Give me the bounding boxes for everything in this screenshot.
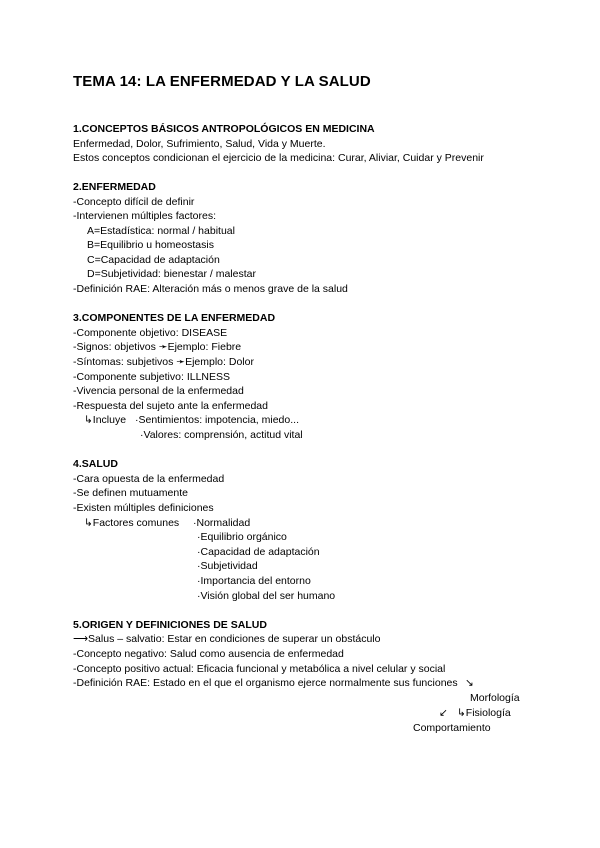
section-4-line: -Existen múltiples definiciones — [73, 502, 214, 514]
section-3-line: -Vivencia personal de la enfermedad — [73, 385, 244, 397]
factor-item: ·Equilibrio orgánico — [197, 531, 287, 543]
morfologia-item: Morfología — [470, 692, 520, 704]
section-5-line: ⟶Salus – salvatio: Estar en condiciones de superar un obstáculo — [73, 633, 381, 645]
arrow-down-left-icon: ↙ — [439, 707, 448, 719]
section-3-line: -Signos: objetivos ➛Ejemplo: Fiebre — [73, 341, 242, 353]
factor-a: A=Estadística: normal / habitual — [87, 225, 235, 237]
factor-item: ·Capacidad de adaptación — [197, 546, 320, 558]
sentimientos-item: ·Sentimientos: impotencia, miedo... — [135, 414, 299, 426]
factores-label: ↳Factores comunes — [84, 517, 180, 529]
section-5-line: -Concepto negativo: Salud como ausencia de enfermedad — [73, 648, 344, 660]
factor-c: C=Capacidad de adaptación — [87, 254, 220, 266]
factor-item: ·Subjetividad — [197, 560, 258, 572]
section-4-line: -Se definen mutuamente — [73, 487, 188, 499]
section-1-line: Enfermedad, Dolor, Sufrimiento, Salud, Vida y Muerte. — [73, 138, 326, 150]
section-5-line: -Definición RAE: Estado en el que el organismo ejerce normalmente sus funciones — [73, 677, 458, 689]
section-1-heading: 1.CONCEPTOS BÁSICOS ANTROPOLÓGICOS EN MEDICINA — [73, 123, 375, 135]
page-title: TEMA 14: LA ENFERMEDAD Y LA SALUD — [73, 73, 371, 90]
section-2-heading: 2.ENFERMEDAD — [73, 181, 156, 193]
factor-d: D=Subjetividad: bienestar / malestar — [87, 268, 256, 280]
factor-item: ·Normalidad — [193, 517, 251, 529]
section-2-line: -Intervienen múltiples factores: — [73, 210, 216, 222]
fisiologia-item: ↳Fisiología — [457, 707, 511, 719]
arrow-down-right-icon: ↘ — [465, 677, 474, 689]
section-3-line: -Respuesta del sujeto ante la enfermedad — [73, 400, 268, 412]
section-2-line: -Definición RAE: Alteración más o menos grave de la salud — [73, 283, 348, 295]
section-3-heading: 3.COMPONENTES DE LA ENFERMEDAD — [73, 312, 276, 324]
section-4-line: -Cara opuesta de la enfermedad — [73, 473, 225, 485]
section-2-line: -Concepto difícil de definir — [73, 196, 195, 208]
valores-item: ·Valores: comprensión, actitud vital — [140, 429, 303, 441]
factor-b: B=Equilibrio u homeostasis — [87, 239, 214, 251]
section-3-line: -Componente objetivo: DISEASE — [73, 327, 228, 339]
incluye-label: ↳Incluye — [84, 414, 127, 426]
section-3-line: -Síntomas: subjetivos ➛Ejemplo: Dolor — [73, 356, 254, 368]
comportamiento-item: Comportamiento — [413, 722, 491, 734]
section-5-line: -Concepto positivo actual: Eficacia funcional y metabólica a nivel celular y social — [73, 663, 446, 675]
factor-item: ·Visión global del ser humano — [197, 590, 336, 602]
section-3-line: -Componente subjetivo: ILLNESS — [73, 371, 231, 383]
factor-item: ·Importancia del entorno — [197, 575, 311, 587]
section-1-line: Estos conceptos condicionan el ejercicio de la medicina: Curar, Aliviar, Cuidar y Prevenir — [73, 152, 484, 164]
section-4-heading: 4.SALUD — [73, 458, 118, 470]
section-5-heading: 5.ORIGEN Y DEFINICIONES DE SALUD — [73, 619, 267, 631]
